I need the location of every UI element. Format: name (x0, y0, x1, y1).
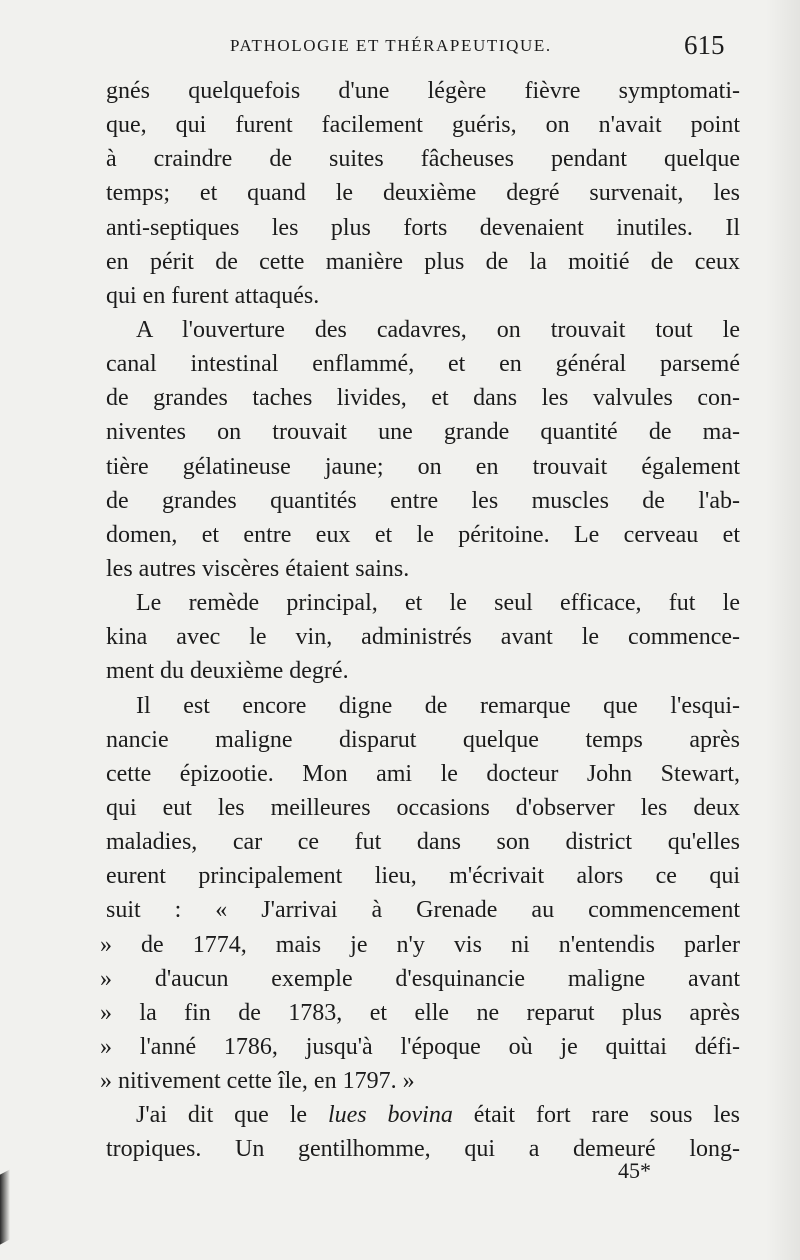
text-line: que, qui furent facilement guéris, on n'avait point (106, 112, 740, 139)
text-line: » nitivement cette île, en 1797. » (100, 1068, 415, 1095)
text-line: de grandes taches livides, et dans les valvules con- (106, 385, 740, 412)
text-line: niventes on trouvait une grande quantité de ma- (106, 419, 740, 446)
text-line: qui eut les meilleures occasions d'observer les deux (106, 794, 740, 821)
text-line: gnés quelquefois d'une légère fièvre symptomati- (106, 78, 740, 104)
text-line: kina avec le vin, administrés avant le commence- (106, 624, 740, 651)
text-line: Le remède principal, et le seul efficace, fut le (136, 590, 740, 617)
text-line: cette épizootie. Mon ami le docteur John Stewart, (106, 760, 740, 787)
italic-term: lues bovina (327, 1102, 453, 1129)
text-line (106, 1098, 740, 1132)
text-run: J'ai dit que le (136, 1102, 328, 1129)
page-edge-shadow (766, 0, 800, 1260)
text-line: ment du deuxième degré. (106, 658, 349, 685)
running-title: PATHOLOGIE ET THÉRAPEUTIQUE. (230, 36, 552, 55)
text-line: temps; et quand le deuxième degré survenait, les (106, 180, 740, 207)
text-line: à craindre de suites fâcheuses pendant quelque (106, 146, 740, 173)
text-line: canal intestinal enflammé, et en général parsemé (106, 351, 740, 378)
text-line: eurent principalement lieu, m'écrivait alors ce qui (106, 863, 740, 890)
body-text (100, 74, 741, 1167)
text-line: » la fin de 1783, et elle ne reparut plus après (100, 999, 740, 1026)
text-line: qui en furent attaqués. (106, 282, 320, 309)
text-line: Il est encore digne de remarque que l'esqui- (136, 692, 740, 719)
text-line: anti-septiques les plus forts devenaient inutiles. Il (106, 214, 740, 241)
text-line: les autres viscères étaient sains. (106, 555, 410, 582)
text-line: » de 1774, mais je n'y vis ni n'entendis parler (100, 931, 740, 958)
text-line: en périt de cette manière plus de la moitié de ceux (106, 248, 740, 275)
running-head (0, 32, 800, 72)
text-line: de grandes quantités entre les muscles de l'ab- (106, 487, 740, 514)
text-line: suit : « J'arrivai à Grenade au commencement (106, 897, 740, 924)
text-line: » l'anné 1786, jusqu'à l'époque où je quittai défi- (100, 1033, 740, 1060)
text-line: » d'aucun exemple d'esquinancie maligne avant (100, 965, 740, 992)
text-line: maladies, car ce fut dans son district qu'elles (106, 829, 740, 856)
text-line: domen, et entre eux et le péritoine. Le cerveau et (106, 521, 740, 548)
text-line: nancie maligne disparut quelque temps après (106, 726, 740, 753)
text-run: était fort rare sous les (452, 1102, 741, 1129)
page-number: 615 (684, 30, 725, 60)
binding-mark (0, 1169, 10, 1244)
signature-mark: 45* (618, 1158, 651, 1183)
text-line: tière gélatineuse jaune; on en trouvait également (106, 453, 740, 480)
text-line: A l'ouverture des cadavres, on trouvait tout le (136, 316, 740, 343)
text-line: tropiques. Un gentilhomme, qui a demeuré long- (106, 1136, 740, 1163)
